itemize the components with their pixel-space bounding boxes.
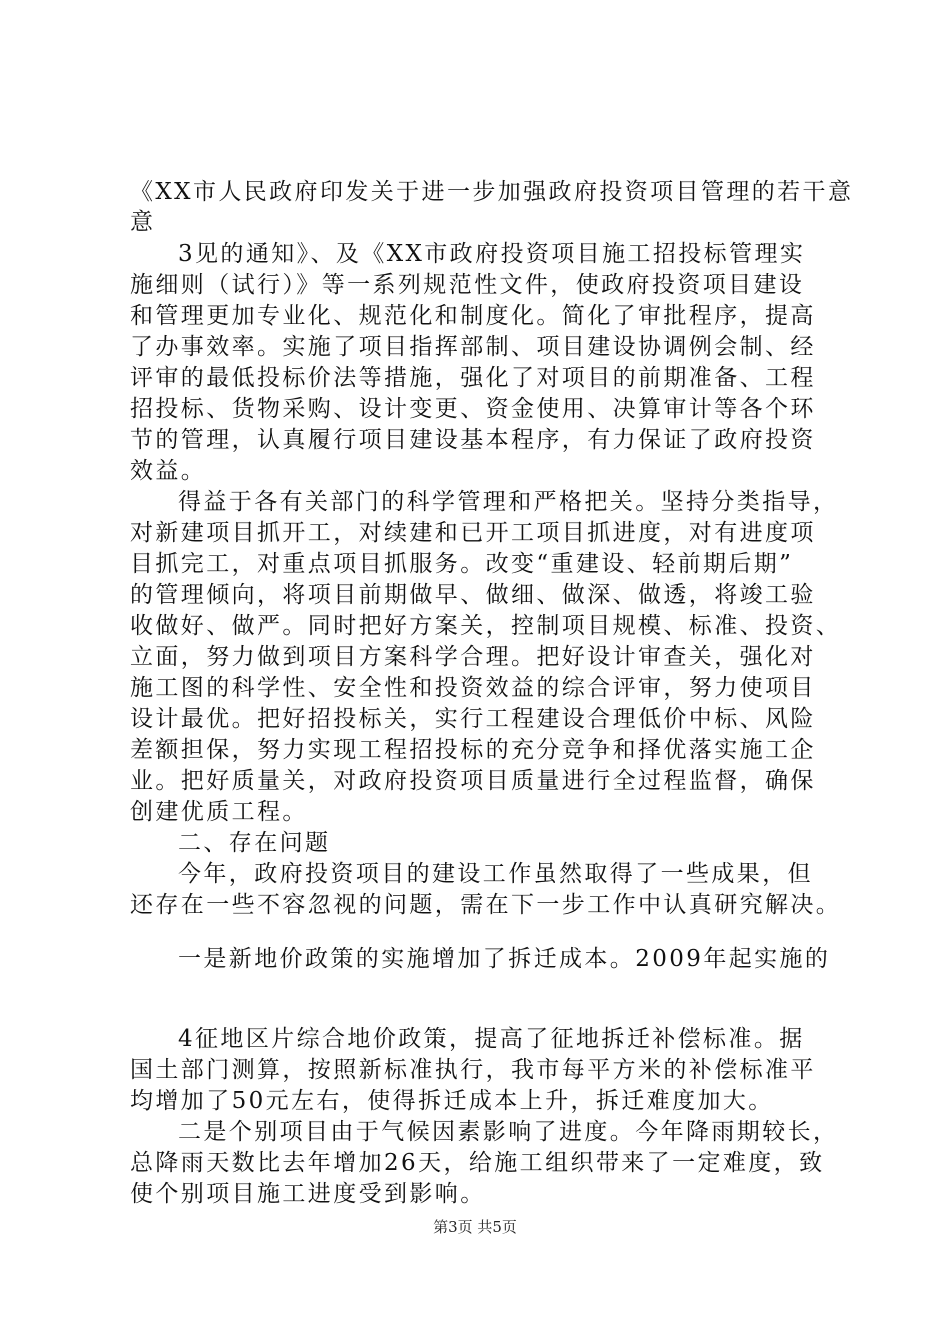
text-line: 招投标、货物采购、设计变更、资金使用、决算审计等各个环 xyxy=(130,396,816,422)
text-line: 业。把好质量关，对政府投资项目质量进行全过程监督，确保 xyxy=(130,768,816,794)
text-line: 施工图的科学性、安全性和投资效益的综合评审，努力使项目 xyxy=(130,675,816,701)
text-line: 节的管理，认真履行项目建设基本程序，有力保证了政府投资 xyxy=(130,427,816,453)
text-line: 《XX市人民政府印发关于进一步加强政府投资项目管理的若干意 xyxy=(130,179,854,205)
text-line: 收做好、做严。同时把好方案关，控制项目规模、标准、投资、 xyxy=(130,613,842,639)
text-line: 还存在一些不容忽视的问题，需在下一步工作中认真研究解决。 xyxy=(130,892,842,918)
text-line: 使个别项目施工进度受到影响。 xyxy=(130,1181,486,1207)
text-line: 二是个别项目由于气候因素影响了进度。今年降雨期较长， xyxy=(178,1119,839,1145)
text-line: 效益。 xyxy=(130,458,207,484)
text-line: 一是新地价政策的实施增加了拆迁成本。2009年起实施的 xyxy=(178,946,831,972)
text-line: 今年，政府投资项目的建设工作虽然取得了一些成果，但 xyxy=(178,861,813,887)
section-heading: 二、存在问题 xyxy=(178,830,331,856)
page-number: 第3页 共5页 xyxy=(433,1218,517,1236)
text-line: 评审的最低投标价法等措施，强化了对项目的前期准备、工程 xyxy=(130,365,816,391)
text-line: 设计最优。把好招投标关，实行工程建设合理低价中标、风险 xyxy=(130,706,816,732)
text-line: 均增加了50元左右，使得拆迁成本上升，拆迁难度加大。 xyxy=(130,1088,774,1114)
text-line: 目抓完工，对重点项目抓服务。改变“重建设、轻前期后期” xyxy=(130,551,794,577)
text-line: 差额担保，努力实现工程招投标的充分竞争和择优落实施工企 xyxy=(130,737,816,763)
text-line: 的管理倾向，将项目前期做早、做细、做深、做透，将竣工验 xyxy=(130,582,816,608)
text-line: 3见的通知》、及《XX市政府投资项目施工招投标管理实 xyxy=(178,241,806,267)
text-line: 施细则（试行）》等一系列规范性文件，使政府投资项目建设 xyxy=(130,272,805,298)
text-line: 得益于各有关部门的科学管理和严格把关。坚持分类指导， xyxy=(178,489,839,515)
text-line: 国土部门测算，按照新标准执行，我市每平方米的补偿标准平 xyxy=(130,1057,816,1083)
text-line: 和管理更加专业化、规范化和制度化。简化了审批程序，提高 xyxy=(130,303,816,329)
text-line: 创建优质工程。 xyxy=(130,799,308,825)
text-line: 立面，努力做到项目方案科学合理。把好设计审查关，强化对 xyxy=(130,644,816,670)
text-line: 了办事效率。实施了项目指挥部制、项目建设协调例会制、经 xyxy=(130,334,816,360)
text-line: 4征地区片综合地价政策，提高了征地拆迁补偿标准。据 xyxy=(178,1026,805,1052)
text-line: 总降雨天数比去年增加26天，给施工组织带来了一定难度，致 xyxy=(130,1150,825,1176)
text-line: 对新建项目抓开工，对续建和已开工项目抓进度，对有进度项 xyxy=(130,520,816,546)
text-line: 意 xyxy=(130,209,156,235)
